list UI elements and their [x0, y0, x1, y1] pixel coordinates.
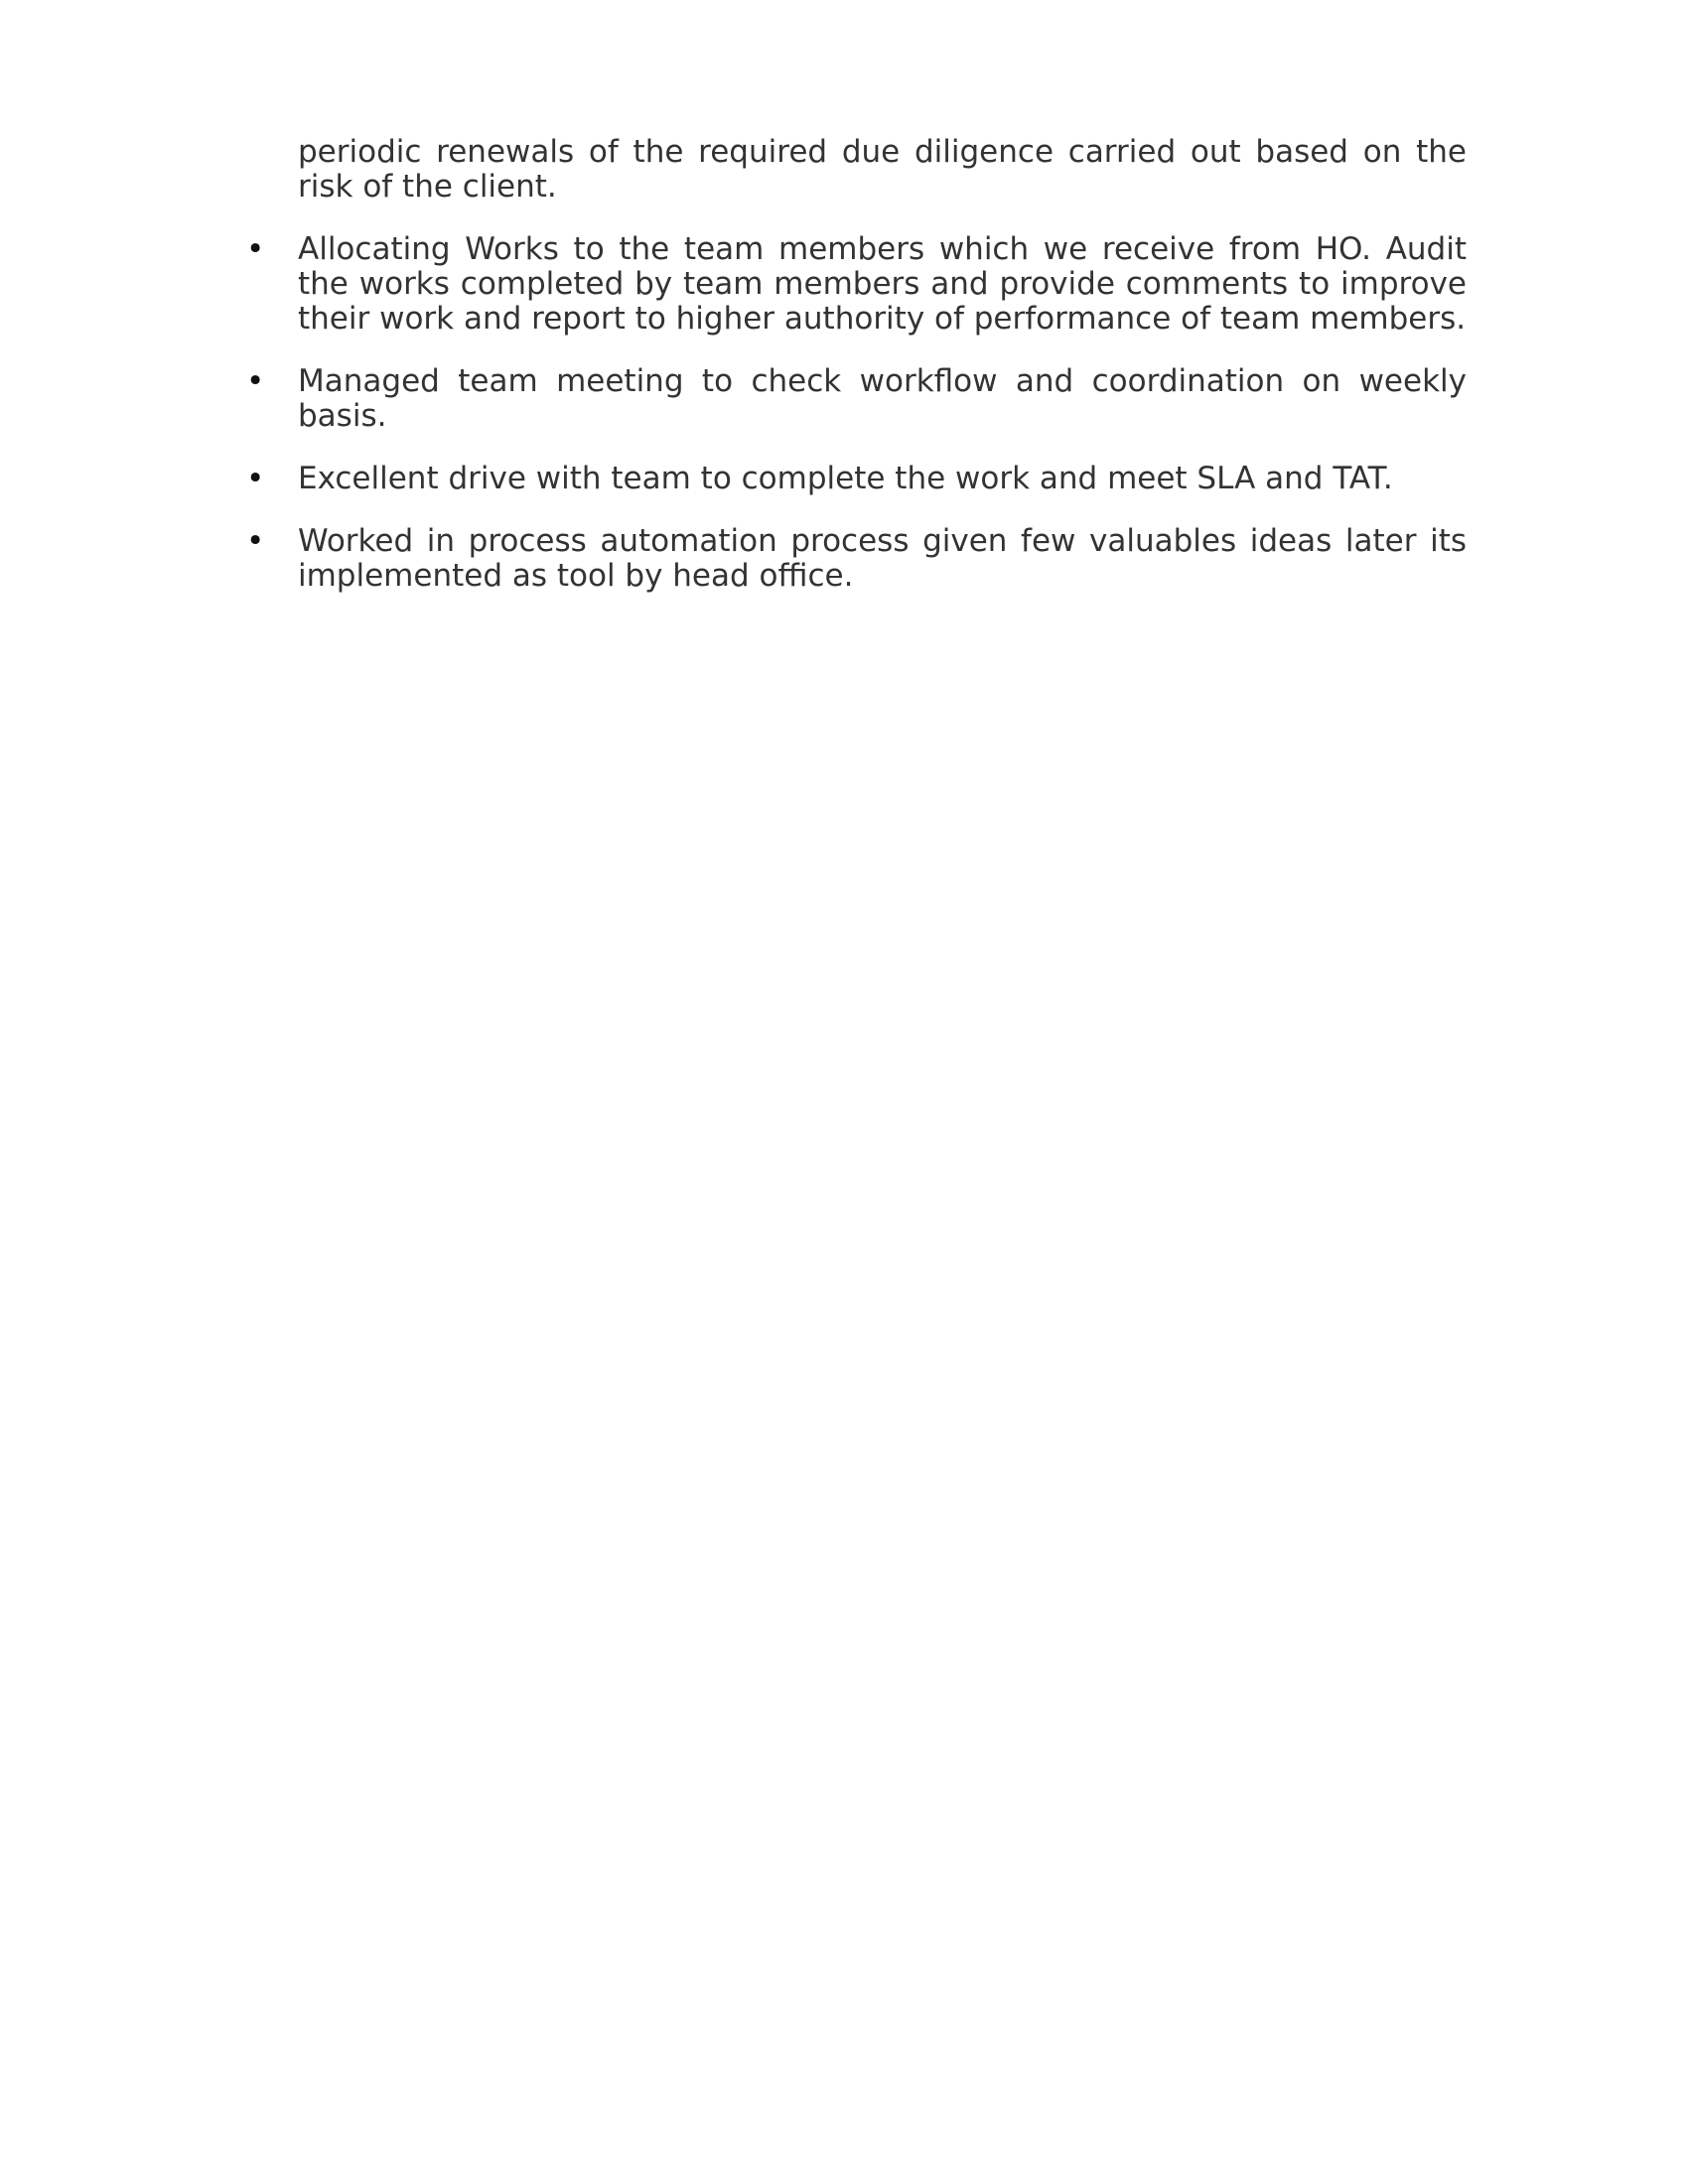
- list-item-text: Worked in process automation process given few valuables ideas later its implemented as tool by head office.: [298, 523, 1467, 594]
- bullet-icon: •: [246, 231, 265, 267]
- bullet-icon: •: [246, 363, 265, 399]
- list-item: [246, 461, 1467, 496]
- list-item-text: Allocating Works to the team members which we receive from HO. Audit the works completed by team members and provide comments to improve their work and report to higher authority of performance of team members.: [298, 231, 1467, 337]
- responsibilities-list: [246, 231, 1467, 594]
- page-content: [246, 134, 1467, 621]
- continuation-paragraph: periodic renewals of the required due diligence carried out based on the risk of the client.: [298, 134, 1467, 205]
- list-item: [246, 363, 1467, 434]
- bullet-icon: •: [246, 523, 265, 559]
- list-item: [246, 231, 1467, 337]
- list-item-text: Excellent drive with team to complete the work and meet SLA and TAT.: [298, 461, 1393, 496]
- list-item-text: Managed team meeting to check workflow and coordination on weekly basis.: [298, 363, 1467, 434]
- list-item: [246, 523, 1467, 594]
- bullet-icon: •: [246, 461, 265, 496]
